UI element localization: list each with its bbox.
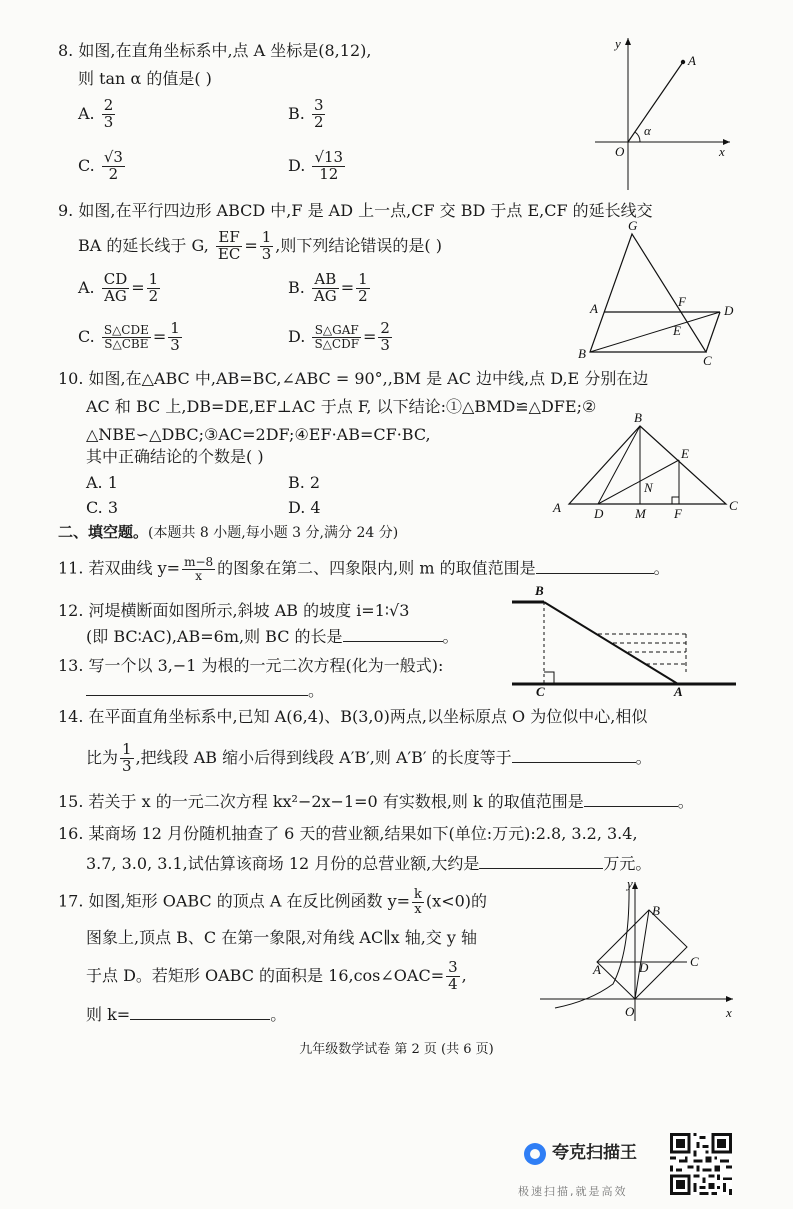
scanner-logo-icon — [524, 1143, 546, 1165]
q14-line2: 比为 $\frac{1}{3}$ ,把线段 AB 缩小后得到线段 A′B′,则 A′B′ 的长度等于 。 — [86, 740, 652, 775]
q8-fig-y: y — [615, 36, 621, 51]
q13-answer-blank[interactable] — [86, 681, 308, 696]
q10-option-a: A. 1 — [86, 473, 118, 492]
q15-answer-blank[interactable] — [584, 792, 678, 807]
scanner-brand-name: 夸克扫描王 — [552, 1143, 637, 1163]
q17-figure — [535, 876, 740, 1026]
q10-fig-c: C — [729, 498, 738, 513]
q10-option-b: B. 2 — [288, 473, 321, 492]
qr-code-icon — [670, 1133, 732, 1195]
q16-line2: 3.7, 3.0, 3.1,试估算该商场 12 月份的总营业额,大约是 万元。 — [86, 854, 652, 873]
q8-fig-o: O — [615, 144, 625, 159]
q10-fig-m: M — [635, 506, 646, 521]
q9-option-a: A. $\frac{CD}{AG}$ = $\frac{1}{2}$ — [78, 270, 159, 305]
q17-line3: 于点 D。若矩形 OABC 的面积是 16,cos∠OAC= $\frac{3}{4}$ , — [86, 958, 467, 993]
page-footer: 九年级数学试卷 第 2 页 (共 6 页) — [299, 1042, 494, 1057]
q10-fig-e: E — [681, 446, 689, 461]
q17-fig-d: D — [639, 960, 649, 975]
q8-line2: 则 tan α 的值是( ) — [78, 69, 212, 88]
q11: 11. 若双曲线 y= $\frac{m-8}{x}$ 的图象在第二、四象限内,则 m 的取值范围是 。 — [58, 555, 670, 583]
q12-fig-c: C — [536, 684, 545, 696]
q10-option-d: D. 4 — [288, 498, 321, 517]
q9-option-d: D. $\frac{\text{S△GAF}}{\text{S△CDF}}$ = $\frac{2}{3}$ — [288, 319, 390, 354]
scanner-slogan: 极速扫描,就是高效 — [518, 1185, 628, 1198]
q12-line2: (即 BC∶AC),AB=6m,则 BC 的长是 。 — [86, 627, 459, 646]
q16-answer-blank[interactable] — [479, 854, 603, 869]
q10-line2: AC 和 BC 上,DB=DE,EF⊥AC 于点 F, 以下结论:①△BMD≌△DFE;② — [86, 397, 597, 416]
q9-fig-b: B — [578, 346, 586, 361]
q9-line1: 9. 如图,在平行四边形 ABCD 中,F 是 AD 上一点,CF 交 BD 于点 E,CF 的延长线交 — [58, 201, 653, 220]
q17-fig-b: B — [652, 903, 660, 918]
q9-fig-f: F — [678, 294, 686, 309]
q10-fig-a: A — [553, 500, 561, 515]
scanner-brand — [518, 1138, 637, 1198]
q8-option-c: C. $\frac{√3}{2}$ — [78, 148, 123, 183]
q8-figure — [585, 32, 735, 194]
q9-fig-d: D — [724, 303, 734, 318]
q16-line1: 16. 某商场 12 月份随机抽查了 6 天的营业额,结果如下(单位:万元):2.8, 3.2, 3.4, — [58, 824, 638, 843]
q12-line1: 12. 河堤横断面如图所示,斜坡 AB 的坡度 i=1∶√3 — [58, 601, 410, 620]
q8-fig-x: x — [719, 144, 725, 159]
q13-line2: 。 — [86, 680, 324, 702]
q8-option-a: A. $\frac{2}{3}$ — [78, 96, 114, 131]
q17-line2: 图象上,顶点 B、C 在第一象限,对角线 AC∥x 轴,交 y 轴 — [86, 928, 478, 947]
q8-fig-a: A — [688, 53, 696, 68]
q8-option-d: D. $\frac{√13}{12}$ — [288, 148, 344, 183]
q11-answer-blank[interactable] — [536, 559, 654, 574]
q12-fig-b: B — [535, 583, 544, 598]
q10-line3: △NBE∽△DBC;③AC=2DF;④EF·AB=CF·BC, — [86, 425, 431, 444]
q8-option-b: B. $\frac{3}{2}$ — [288, 96, 324, 131]
q10-fig-f: F — [674, 506, 682, 521]
q9-fig-a: A — [590, 301, 598, 316]
q10-option-c: C. 3 — [86, 498, 119, 517]
q9-fig-c: C — [703, 353, 712, 368]
q15: 15. 若关于 x 的一元二次方程 kx²−2x−1=0 有实数根,则 k 的取值范围是 。 — [58, 792, 694, 811]
q12-fig-a: A — [674, 684, 683, 696]
q12-answer-blank[interactable] — [343, 627, 443, 642]
q17-fig-a: A — [593, 962, 601, 977]
q13-line1: 13. 写一个以 3,−1 为根的一元二次方程(化为一般式): — [58, 656, 444, 675]
q17-fig-o: O — [625, 1004, 635, 1019]
q9-option-c: C. $\frac{\text{S△CDE}}{\text{S△CBE}}$ = $\frac{1}{3}$ — [78, 319, 180, 354]
q14-line1: 14. 在平面直角坐标系中,已知 A(6,4)、B(3,0)两点,以坐标原点 O 为位似中心,相似 — [58, 707, 648, 726]
q10-figure — [548, 412, 748, 524]
section-2-title: 二、填空题。(本题共 8 小题,每小题 3 分,满分 24 分) — [58, 523, 399, 541]
q8-line1: 8. 如图,在直角坐标系中,点 A 坐标是(8,12), — [58, 41, 372, 60]
q12-figure — [508, 580, 740, 696]
q10-fig-b: B — [634, 412, 642, 425]
q9-fig-g: G — [628, 218, 638, 233]
q17-line4: 则 k= 。 — [86, 1005, 287, 1024]
q9-option-b: B. $\frac{AB}{AG}$ = $\frac{1}{2}$ — [288, 270, 368, 305]
q10-fig-n: N — [644, 480, 653, 495]
q10-line4: 其中正确结论的个数是( ) — [86, 447, 264, 466]
q9-line2: BA 的延长线于 G, $\frac{EF}{EC}$ = $\frac{1}{3}$ ,则下列结论错误的是( ) — [78, 228, 442, 263]
q17-answer-blank[interactable] — [130, 1005, 270, 1020]
q17-fig-y: y — [627, 876, 633, 891]
q14-answer-blank[interactable] — [512, 748, 636, 763]
q17-fig-x: x — [726, 1005, 732, 1020]
q17-fig-c: C — [690, 954, 699, 969]
q17-line1: 17. 如图,矩形 OABC 的顶点 A 在反比例函数 y= $\frac{k}{x}$ (x<0)的 — [58, 887, 488, 917]
q9-figure — [570, 218, 750, 368]
q10-line1: 10. 如图,在△ABC 中,AB=BC,∠ABC = 90°,,BM 是 AC 边中线,点 D,E 分别在边 — [58, 369, 649, 388]
q9-fig-e: E — [673, 323, 681, 338]
q8-fig-alpha: α — [644, 123, 651, 138]
q10-fig-d: D — [594, 506, 604, 521]
